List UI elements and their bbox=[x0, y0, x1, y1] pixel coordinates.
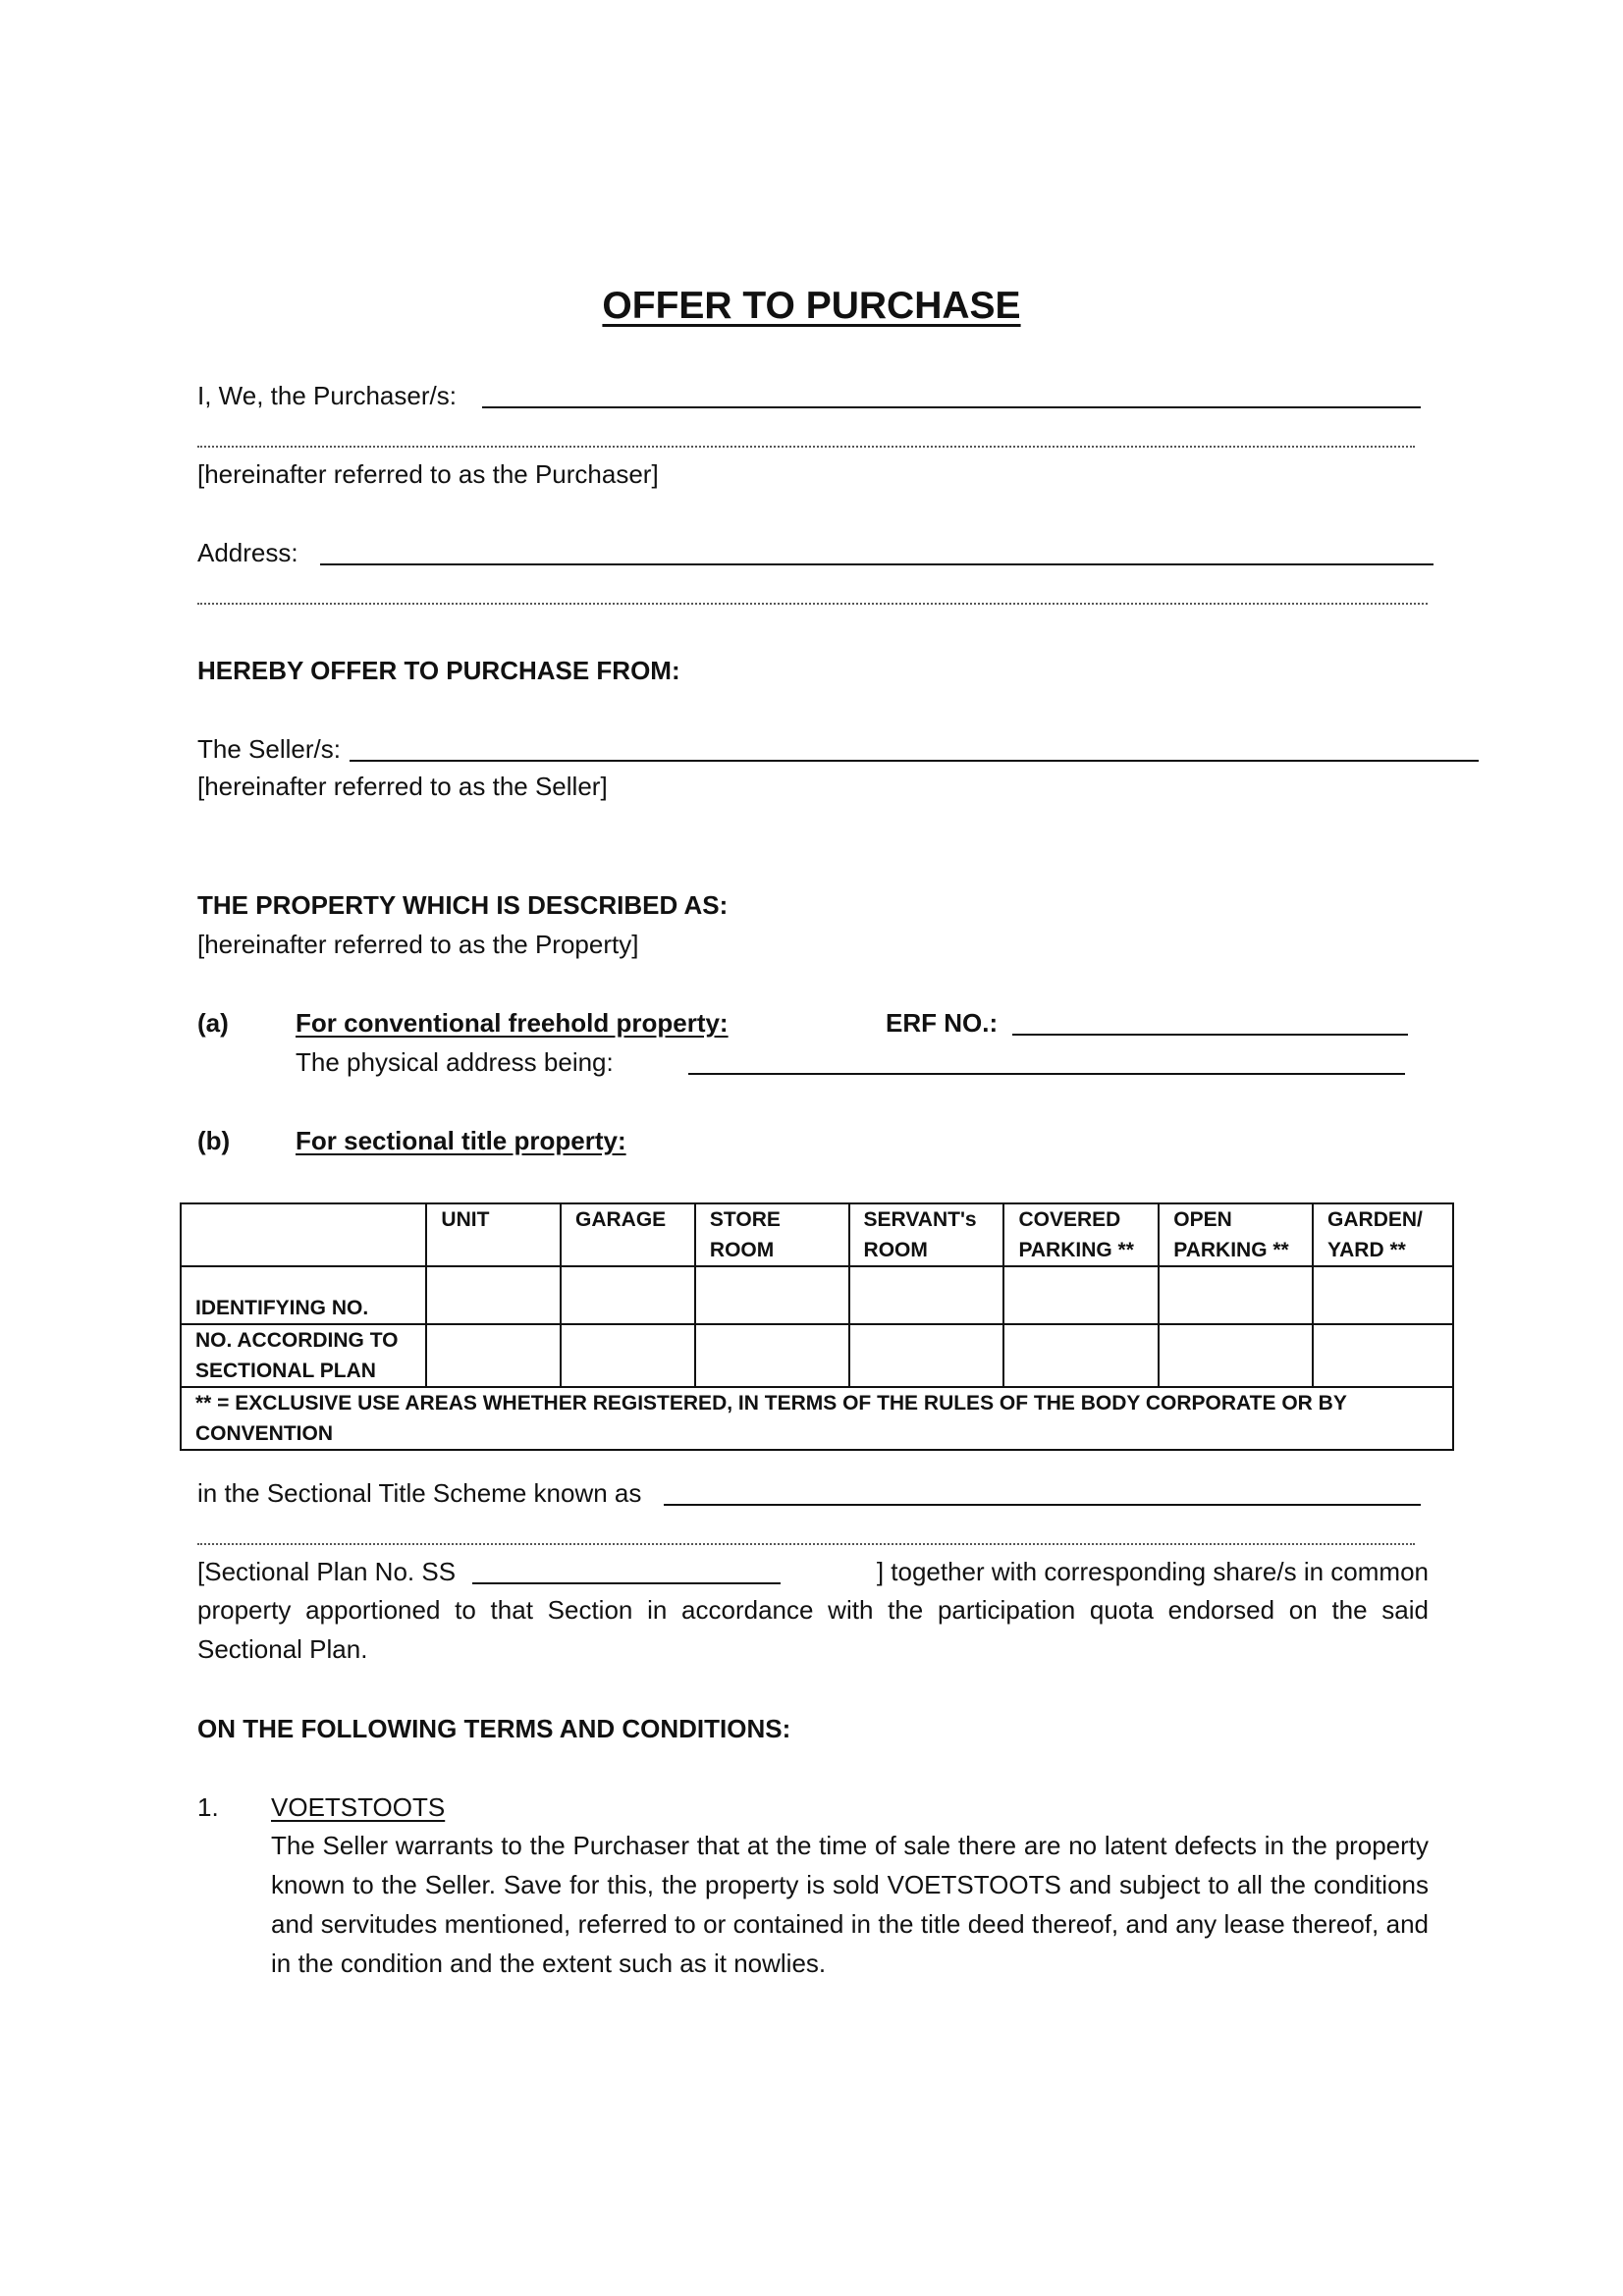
cell-plan-open-parking[interactable] bbox=[1159, 1324, 1313, 1387]
clause-1-title: VOETSTOOTS bbox=[271, 1792, 446, 1822]
purchaser-reference: [hereinafter referred to as the Purchaser] bbox=[197, 459, 659, 489]
offer-heading: HEREBY OFFER TO PURCHASE FROM: bbox=[197, 656, 680, 685]
header-garden-yard: GARDEN/ YARD ** bbox=[1313, 1203, 1453, 1266]
scheme-name-line[interactable] bbox=[664, 1504, 1421, 1506]
scheme-dotted-line[interactable] bbox=[197, 1543, 1415, 1545]
seller-reference: [hereinafter referred to as the Seller] bbox=[197, 772, 608, 801]
cell-plan-servants-room[interactable] bbox=[849, 1324, 1004, 1387]
sectional-plan-number-line[interactable] bbox=[472, 1582, 781, 1584]
address-label: Address: bbox=[197, 538, 298, 567]
cell-plan-garden-yard[interactable] bbox=[1313, 1324, 1453, 1387]
sectional-title-heading: For sectional title property: bbox=[296, 1126, 626, 1155]
table-corner-cell bbox=[181, 1203, 426, 1266]
table-row bbox=[181, 1324, 1453, 1387]
cell-plan-garage[interactable] bbox=[561, 1324, 695, 1387]
seller-label: The Seller/s: bbox=[197, 734, 341, 764]
sectional-title-table bbox=[180, 1202, 1454, 1451]
cell-identifying-garden-yard[interactable] bbox=[1313, 1266, 1453, 1324]
cell-plan-unit[interactable] bbox=[426, 1324, 561, 1387]
header-open-parking: OPEN PARKING ** bbox=[1159, 1203, 1313, 1266]
terms-heading: ON THE FOLLOWING TERMS AND CONDITIONS: bbox=[197, 1714, 791, 1743]
erf-label: ERF NO.: bbox=[886, 1008, 999, 1038]
cell-identifying-garage[interactable] bbox=[561, 1266, 695, 1324]
physical-address-label: The physical address being: bbox=[296, 1047, 614, 1077]
property-heading: THE PROPERTY WHICH IS DESCRIBED AS: bbox=[197, 890, 729, 920]
exclusive-use-note: ** = EXCLUSIVE USE AREAS WHETHER REGISTERED, IN TERMS OF THE RULES OF THE BODY CORPORATE OR BY CONVENTION bbox=[181, 1387, 1453, 1450]
cell-plan-covered-parking[interactable] bbox=[1003, 1324, 1159, 1387]
clause-1-text: The Seller warrants to the Purchaser that at the time of sale there are no latent defects in the property known to the Seller. Save for this, the property is sold VOETSTOOTS and subject to all the conditions and servitudes mentioned, referred to or contained in the title deed thereof, and any lease thereof, and in the condition and the extent such as it nowlies. bbox=[271, 1831, 1429, 1978]
address-line[interactable] bbox=[320, 563, 1434, 565]
table-row bbox=[181, 1266, 1453, 1324]
cell-identifying-store-room[interactable] bbox=[695, 1266, 849, 1324]
header-servants-room: SERVANT's ROOM bbox=[849, 1203, 1004, 1266]
header-covered-parking: COVERED PARKING ** bbox=[1003, 1203, 1159, 1266]
clause-1-number: 1. bbox=[197, 1792, 219, 1822]
purchaser-dotted-line[interactable] bbox=[197, 446, 1415, 448]
sectional-plan-suffix: ] together with corresponding share/s in common bbox=[876, 1557, 1429, 1586]
document-title: OFFER TO PURCHASE bbox=[602, 285, 1021, 327]
cell-identifying-open-parking[interactable] bbox=[1159, 1266, 1313, 1324]
purchaser-label: I, We, the Purchaser/s: bbox=[197, 381, 457, 410]
freehold-heading: For conventional freehold property: bbox=[296, 1008, 729, 1038]
header-garage: GARAGE bbox=[561, 1203, 695, 1266]
physical-address-line[interactable] bbox=[688, 1073, 1405, 1075]
erf-number-line[interactable] bbox=[1012, 1034, 1408, 1036]
sectional-plan-prefix: [Sectional Plan No. SS bbox=[197, 1557, 457, 1586]
cell-identifying-unit[interactable] bbox=[426, 1266, 561, 1324]
purchaser-name-line[interactable] bbox=[482, 406, 1421, 408]
item-a-marker: (a) bbox=[197, 1008, 229, 1038]
cell-identifying-servants-room[interactable] bbox=[849, 1266, 1004, 1324]
sectional-plan-paragraph: property apportioned to that Section in accordance with the participation quota endorsed on the said Sectional Plan. bbox=[197, 1595, 1429, 1664]
address-dotted-line[interactable] bbox=[197, 603, 1428, 605]
header-store-room: STORE ROOM bbox=[695, 1203, 849, 1266]
row-label-sectional-plan-no: NO. ACCORDING TO SECTIONAL PLAN bbox=[181, 1324, 426, 1387]
cell-identifying-covered-parking[interactable] bbox=[1003, 1266, 1159, 1324]
header-unit: UNIT bbox=[426, 1203, 561, 1266]
item-b-marker: (b) bbox=[197, 1126, 231, 1155]
property-reference: [hereinafter referred to as the Property] bbox=[197, 930, 639, 959]
seller-name-line[interactable] bbox=[350, 760, 1479, 762]
cell-plan-store-room[interactable] bbox=[695, 1324, 849, 1387]
scheme-label: in the Sectional Title Scheme known as bbox=[197, 1478, 642, 1508]
row-label-identifying-no: IDENTIFYING NO. bbox=[181, 1266, 426, 1324]
